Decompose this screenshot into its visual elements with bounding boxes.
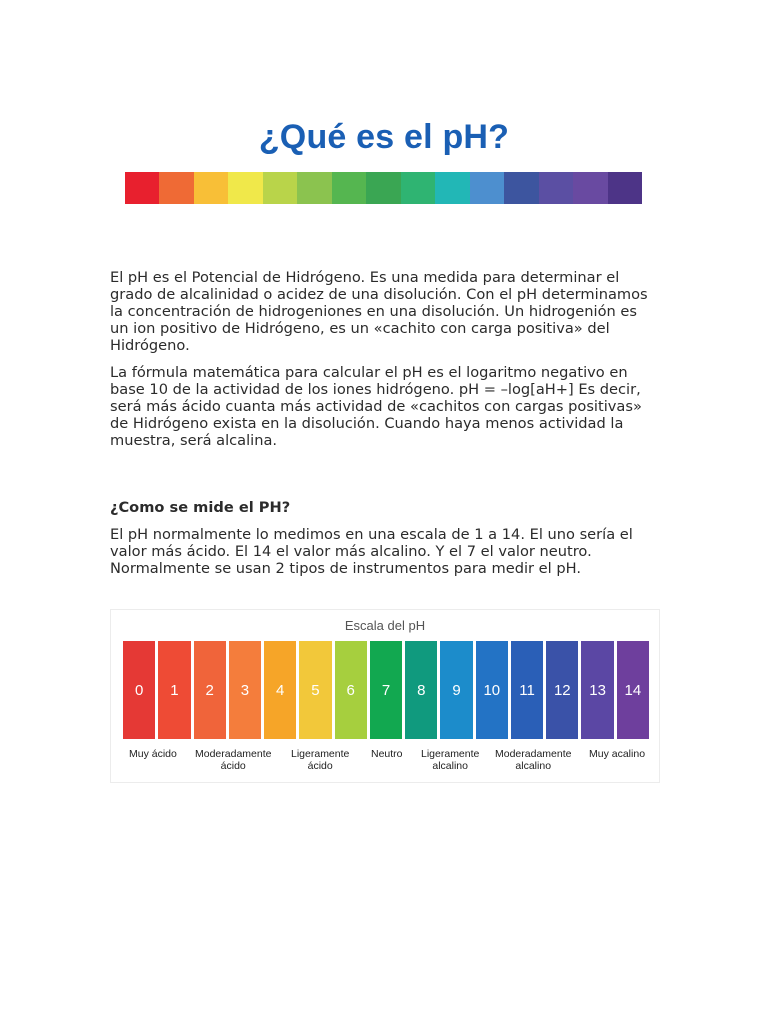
paragraph-formula: La fórmula matemática para calcular el pH es el logaritmo negativo en base 10 de la actividad de los iones hidrógeno. pH = –log[aH+] Es decir, será más ácido cuanta más actividad de «cachitos con cargas positivas» de Hidrógeno exista en la disolución. Cuando haya menos actividad la muestra, será alcalina.: [110, 364, 642, 449]
label-ligeramente-acido: Ligeramente ácido: [291, 748, 350, 772]
color-strip: [125, 172, 642, 204]
ph-box-5: 5: [299, 641, 331, 739]
color-swatch: [332, 172, 366, 204]
color-swatch: [539, 172, 573, 204]
color-swatch: [470, 172, 504, 204]
ph-box-1: 1: [158, 641, 190, 739]
label-moderadamente-alcalino: Moderadamente alcalino: [495, 748, 572, 772]
scale-title: Escala del pH: [344, 618, 426, 633]
ph-box-11: 11: [511, 641, 543, 739]
ph-box-4: 4: [264, 641, 296, 739]
label-muy-acido: Muy ácido: [129, 748, 177, 760]
paragraph-definition: El pH es el Potencial de Hidrógeno. Es una medida para determinar el grado de alcalinidad o acidez de una disolución. Con el pH determinamos la concentración de hidrogeniones en una disolución. Un hidrogenión es un ion positivo de Hidrógeno, es un «cachito con carga positiva» del Hidrógeno.: [110, 269, 648, 354]
color-swatch: [194, 172, 228, 204]
label-ligeramente-alcalino: Ligeramente alcalino: [421, 748, 480, 772]
ph-box-14: 14: [617, 641, 649, 739]
ph-box-8: 8: [405, 641, 437, 739]
paragraph-measure: El pH normalmente lo medimos en una escala de 1 a 14. El uno sería el valor más ácido. El 14 el valor más alcalino. Y el 7 el valor neutro. Normalmente se usan 2 tipos de instrumentos para medir el pH.: [110, 526, 633, 577]
color-swatch: [573, 172, 607, 204]
color-swatch: [297, 172, 331, 204]
ph-box-3: 3: [229, 641, 261, 739]
color-swatch: [125, 172, 159, 204]
color-swatch: [401, 172, 435, 204]
label-moderadamente-acido: Moderadamente ácido: [195, 748, 272, 772]
ph-box-0: 0: [123, 641, 155, 739]
color-swatch: [263, 172, 297, 204]
ph-box-10: 10: [476, 641, 508, 739]
color-swatch: [366, 172, 400, 204]
label-muy-acalino: Muy acalino: [589, 748, 646, 760]
label-neutro: Neutro: [371, 748, 403, 760]
color-swatch: [504, 172, 538, 204]
ph-box-6: 6: [335, 641, 367, 739]
ph-banner-image: [112, 108, 656, 220]
color-swatch: [228, 172, 262, 204]
color-swatch: [435, 172, 469, 204]
color-swatch: [159, 172, 193, 204]
banner-title: ¿Qué es el pH?: [258, 118, 510, 156]
ph-box-12: 12: [546, 641, 578, 739]
ph-box-2: 2: [194, 641, 226, 739]
ph-box-13: 13: [581, 641, 613, 739]
color-swatch: [608, 172, 642, 204]
ph-box-9: 9: [440, 641, 472, 739]
section-heading: ¿Como se mide el PH?: [110, 499, 291, 516]
ph-scale-image: [110, 609, 660, 783]
ph-box-7: 7: [370, 641, 402, 739]
scale-boxes: [123, 641, 649, 739]
